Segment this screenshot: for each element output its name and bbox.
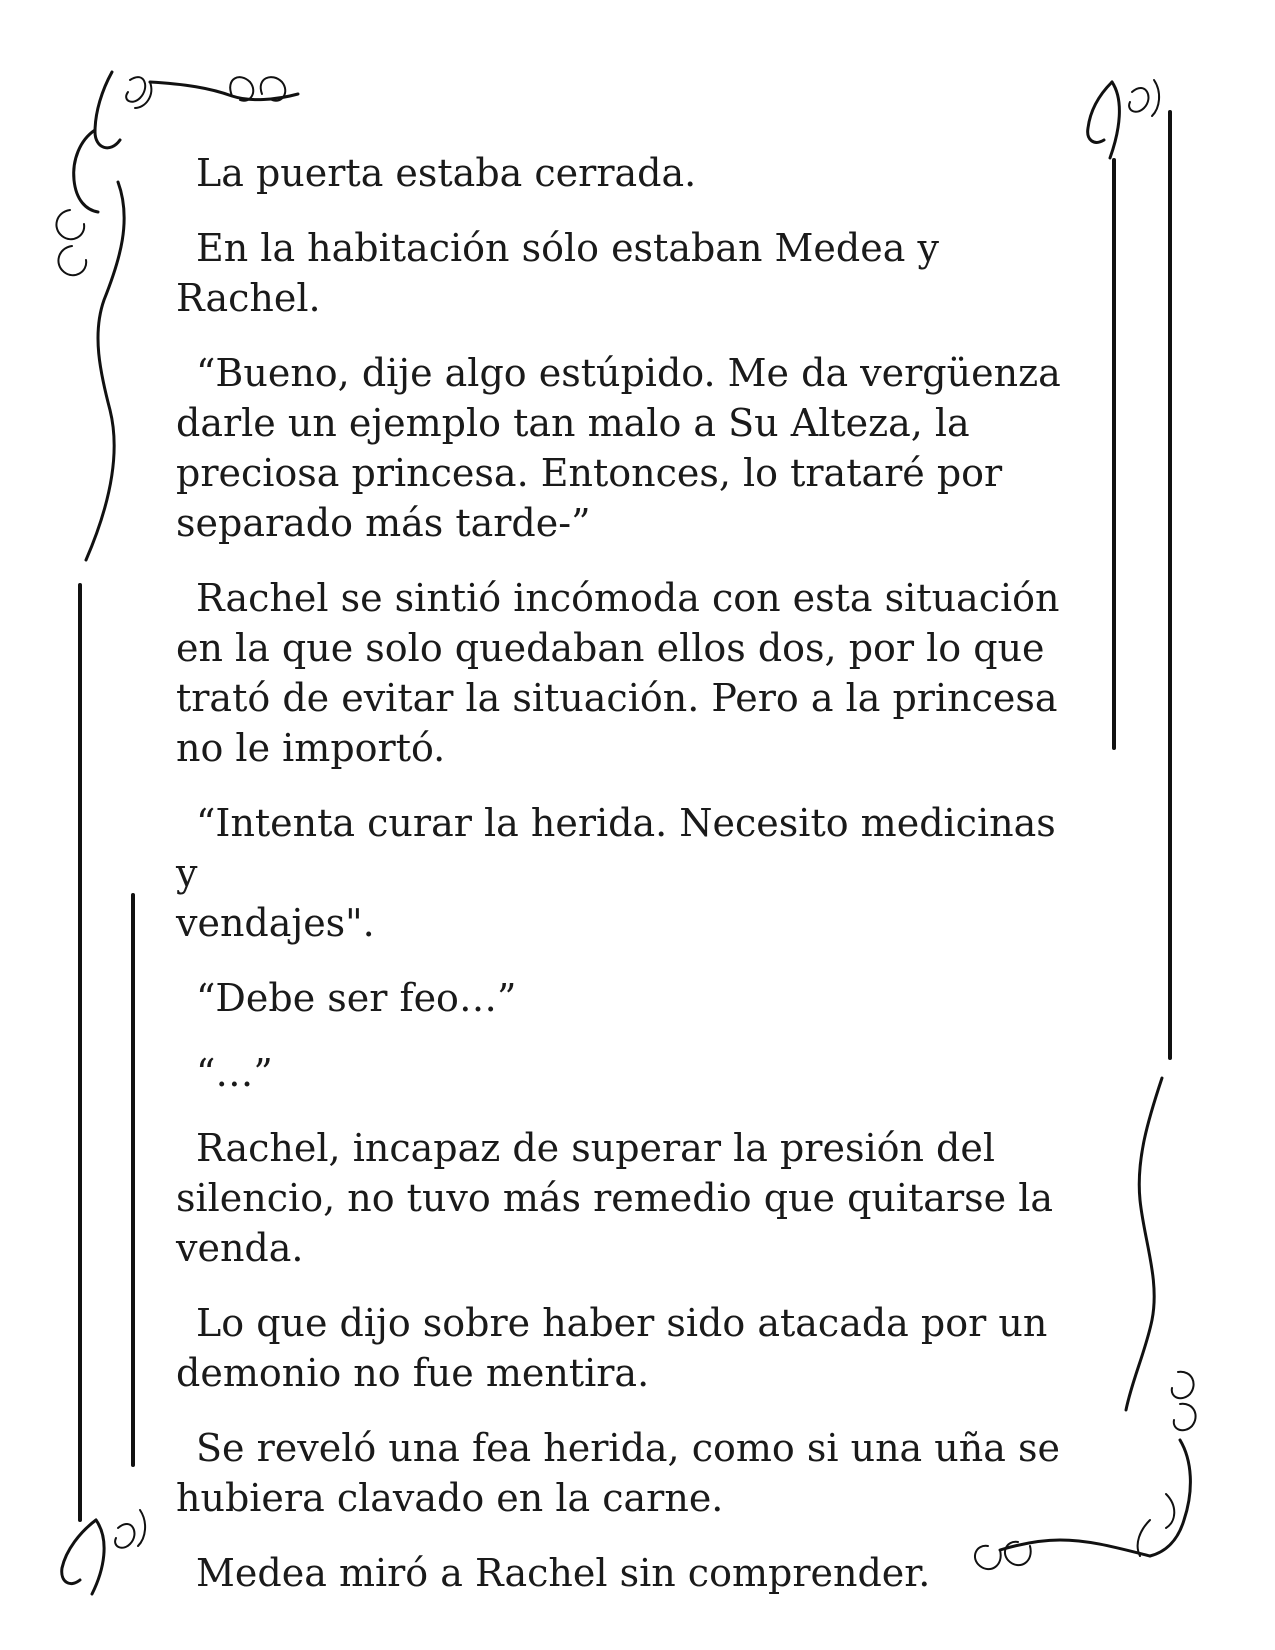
paragraph-11: Medea miró a Rachel sin comprender. [196,1551,931,1595]
paragraph-7: “…” [196,1051,273,1095]
paragraph-8: Rachel, incapaz de superar la presión del silencio, no tuvo más remedio que quitarse la venda. [176,1126,1054,1270]
paragraph-9: Lo que dijo sobre haber sido atacada por un demonio no fue mentira. [176,1301,1048,1395]
paragraph-2: En la habitación sólo estaban Medea y Rachel. [176,226,939,320]
page-text [176,148,1076,1623]
paragraph-1: La puerta estaba cerrada. [196,151,697,195]
paragraph-4: Rachel se sintió incómoda con esta situación en la que solo quedaban ellos dos, por lo que trató de evitar la situación. Pero a la princesa no le importó. [176,576,1060,770]
top-right-flourish [1088,80,1159,158]
bottom-left-flourish [62,1510,145,1594]
paragraph-3: “Bueno, dije algo estúpido. Me da vergüenza darle un ejemplo tan malo a Su Alteza, la preciosa princesa. Entonces, lo trataré por separado más tarde-” [176,351,1061,545]
paragraph-6: “Debe ser feo…” [196,976,517,1020]
paragraph-5: “Intenta curar la herida. Necesito medicinas y vendajes". [176,801,1056,945]
paragraph-10: Se reveló una fea herida, como si una uña se hubiera clavado en la carne. [176,1426,1060,1520]
